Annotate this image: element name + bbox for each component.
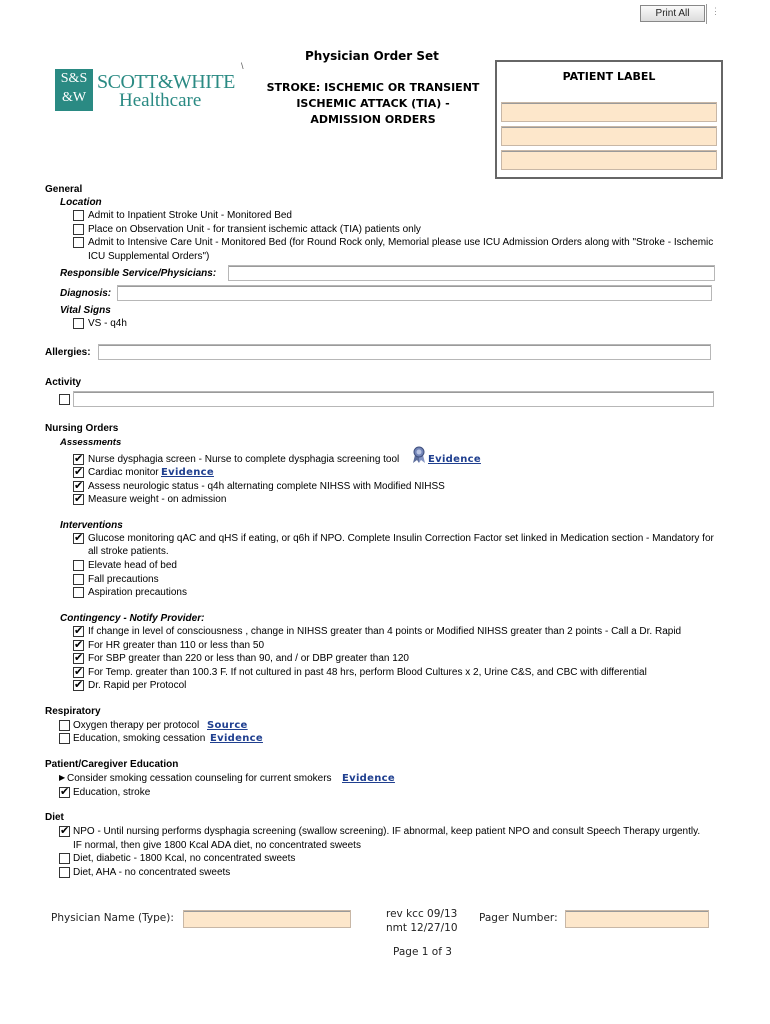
- assessment-label: Measure weight - on admission: [88, 494, 227, 505]
- bullet-arrow-icon: ▶: [59, 773, 66, 782]
- contingency-checkbox[interactable]: [73, 667, 84, 678]
- contingency-heading: Contingency - Notify Provider:: [60, 613, 205, 624]
- patient-label-box: [495, 60, 723, 179]
- ribbon-icon: [410, 446, 428, 464]
- education-heading: Patient/Caregiver Education: [45, 759, 179, 770]
- intervention-checkbox[interactable]: [73, 560, 84, 571]
- location-option-label-cont: ICU Supplemental Orders"): [88, 251, 210, 262]
- more-options-icon[interactable]: ⋮: [711, 6, 720, 16]
- intervention-label: Fall precautions: [88, 574, 159, 585]
- assessment-checkbox[interactable]: [73, 454, 84, 465]
- intervention-checkbox[interactable]: [73, 587, 84, 598]
- contingency-checkbox[interactable]: [73, 640, 84, 651]
- location-option-label: Admit to Intensive Care Unit - Monitored Bed (for Round Rock only, Memorial please use ICU Admission Orders along with "Stroke - Ischemic: [88, 237, 714, 248]
- allergies-label: Allergies:: [45, 347, 91, 358]
- intervention-checkbox[interactable]: [73, 574, 84, 585]
- location-option-label: Admit to Inpatient Stroke Unit - Monitored Bed: [88, 210, 292, 221]
- logo-brand-sub: Healthcare: [119, 90, 202, 111]
- patient-label-line-3[interactable]: [501, 150, 717, 170]
- intervention-label: Elevate head of bed: [88, 560, 177, 571]
- vital-signs-heading: Vital Signs: [60, 305, 111, 316]
- diagnosis-label: Diagnosis:: [60, 288, 112, 299]
- vital-signs-checkbox[interactable]: [73, 318, 84, 329]
- smoking-evidence-link[interactable]: Evidence: [210, 733, 263, 744]
- vital-signs-label: VS - q4h: [88, 318, 127, 329]
- respiratory-checkbox[interactable]: [59, 733, 70, 744]
- intervention-label: Glucose monitoring qAC and qHS if eating, or q6h if NPO. Complete Insulin Correction Factor set linked in Medication section - Mandatory for: [88, 533, 714, 544]
- diet-label-cont: IF normal, then give 1800 Kcal ADA diet, no concentrated sweets: [73, 840, 361, 851]
- nursing-orders-heading: Nursing Orders: [45, 423, 119, 434]
- respiratory-label: Oxygen therapy per protocol: [73, 720, 200, 731]
- page-title: Physician Order Set: [305, 49, 439, 63]
- assessments-heading: Assessments: [60, 437, 122, 448]
- assessment-label: Cardiac monitor: [88, 467, 159, 478]
- activity-checkbox[interactable]: [59, 394, 70, 405]
- location-option-checkbox[interactable]: [73, 210, 84, 221]
- tick-mark: \: [241, 61, 244, 71]
- logo-brand-name: SCOTT&WHITE: [97, 71, 235, 93]
- revision-info: rev kcc 09/13 nmt 12/27/10: [386, 908, 458, 934]
- cardiac-evidence-link[interactable]: Evidence: [161, 467, 214, 478]
- physician-name-label: Physician Name (Type):: [51, 912, 174, 924]
- page-number: Page 1 of 3: [393, 946, 452, 958]
- respiratory-label: Education, smoking cessation: [73, 733, 206, 744]
- diet-checkbox[interactable]: [59, 853, 70, 864]
- general-heading: General: [45, 184, 83, 195]
- print-all-button[interactable]: [640, 5, 705, 22]
- education-bullet-label: Consider smoking cessation counseling for current smokers: [67, 773, 332, 784]
- activity-field[interactable]: [73, 391, 714, 407]
- dysphagia-evidence-link[interactable]: Evidence: [428, 454, 481, 465]
- location-option-checkbox[interactable]: [73, 237, 84, 248]
- counseling-evidence-link[interactable]: Evidence: [342, 773, 395, 784]
- diet-heading: Diet: [45, 812, 64, 823]
- assessment-checkbox[interactable]: [73, 481, 84, 492]
- assessment-label: Assess neurologic status - q4h alternating complete NIHSS with Modified NIHSS: [88, 481, 445, 492]
- diet-checkbox[interactable]: [59, 826, 70, 837]
- diagnosis-field[interactable]: [117, 285, 712, 301]
- diet-label: Diet, diabetic - 1800 Kcal, no concentrated sweets: [73, 853, 296, 864]
- contingency-checkbox[interactable]: [73, 653, 84, 664]
- location-option-checkbox[interactable]: [73, 224, 84, 235]
- intervention-label-cont: all stroke patients.: [88, 546, 169, 557]
- logo-monogram: S&S &W: [55, 69, 93, 111]
- toolbar-separator: [706, 4, 707, 24]
- logo: [55, 68, 240, 116]
- pager-number-label: Pager Number:: [479, 912, 558, 924]
- contingency-label: For Temp. greater than 100.3 F. If not cultured in past 48 hrs, perform Blood Cultures x 2, Urine C&S, and CBC with differential: [88, 667, 647, 678]
- responsible-physicians-field[interactable]: [228, 265, 715, 281]
- activity-heading: Activity: [45, 377, 82, 388]
- interventions-heading: Interventions: [60, 520, 123, 531]
- print-all-label: Print All: [655, 8, 690, 19]
- order-set-subtitle: STROKE: ISCHEMIC OR TRANSIENT ISCHEMIC ATTACK (TIA) - ADMISSION ORDERS: [266, 81, 480, 126]
- patient-label-line-2[interactable]: [501, 126, 717, 146]
- respiratory-heading: Respiratory: [45, 706, 101, 717]
- diet-checkbox[interactable]: [59, 867, 70, 878]
- allergies-field[interactable]: [98, 344, 711, 360]
- oxygen-source-link[interactable]: Source: [207, 720, 248, 731]
- contingency-label: Dr. Rapid per Protocol: [88, 680, 187, 691]
- diet-label: NPO - Until nursing performs dysphagia screening (swallow screening). IF abnormal, keep patient NPO and consult Speech Therapy urgently.: [73, 826, 701, 837]
- location-option-label: Place on Observation Unit - for transient ischemic attack (TIA) patients only: [88, 224, 421, 235]
- contingency-label: For HR greater than 110 or less than 50: [88, 640, 265, 651]
- intervention-checkbox[interactable]: [73, 533, 84, 544]
- contingency-label: For SBP greater than 220 or less than 90, and / or DBP greater than 120: [88, 653, 409, 664]
- contingency-checkbox[interactable]: [73, 680, 84, 691]
- respiratory-checkbox[interactable]: [59, 720, 70, 731]
- patient-label-title: PATIENT LABEL: [562, 70, 656, 83]
- patient-label-line-1[interactable]: [501, 102, 717, 122]
- pager-number-field[interactable]: [565, 910, 709, 928]
- contingency-label: If change in level of consciousness , change in NIHSS greater than 4 points or Modified NIHSS greater than 2 points - Call a Dr. Rapid: [88, 626, 682, 637]
- education-checkbox[interactable]: [59, 787, 70, 798]
- assessment-checkbox[interactable]: [73, 494, 84, 505]
- location-heading: Location: [60, 197, 102, 208]
- assessment-checkbox[interactable]: [73, 467, 84, 478]
- education-label: Education, stroke: [73, 787, 151, 798]
- contingency-checkbox[interactable]: [73, 626, 84, 637]
- assessment-label: Nurse dysphagia screen - Nurse to complete dysphagia screening tool: [88, 454, 400, 465]
- diet-label: Diet, AHA - no concentrated sweets: [73, 867, 231, 878]
- intervention-label: Aspiration precautions: [88, 587, 187, 598]
- responsible-label: Responsible Service/Physicians:: [60, 268, 217, 279]
- physician-name-field[interactable]: [183, 910, 351, 928]
